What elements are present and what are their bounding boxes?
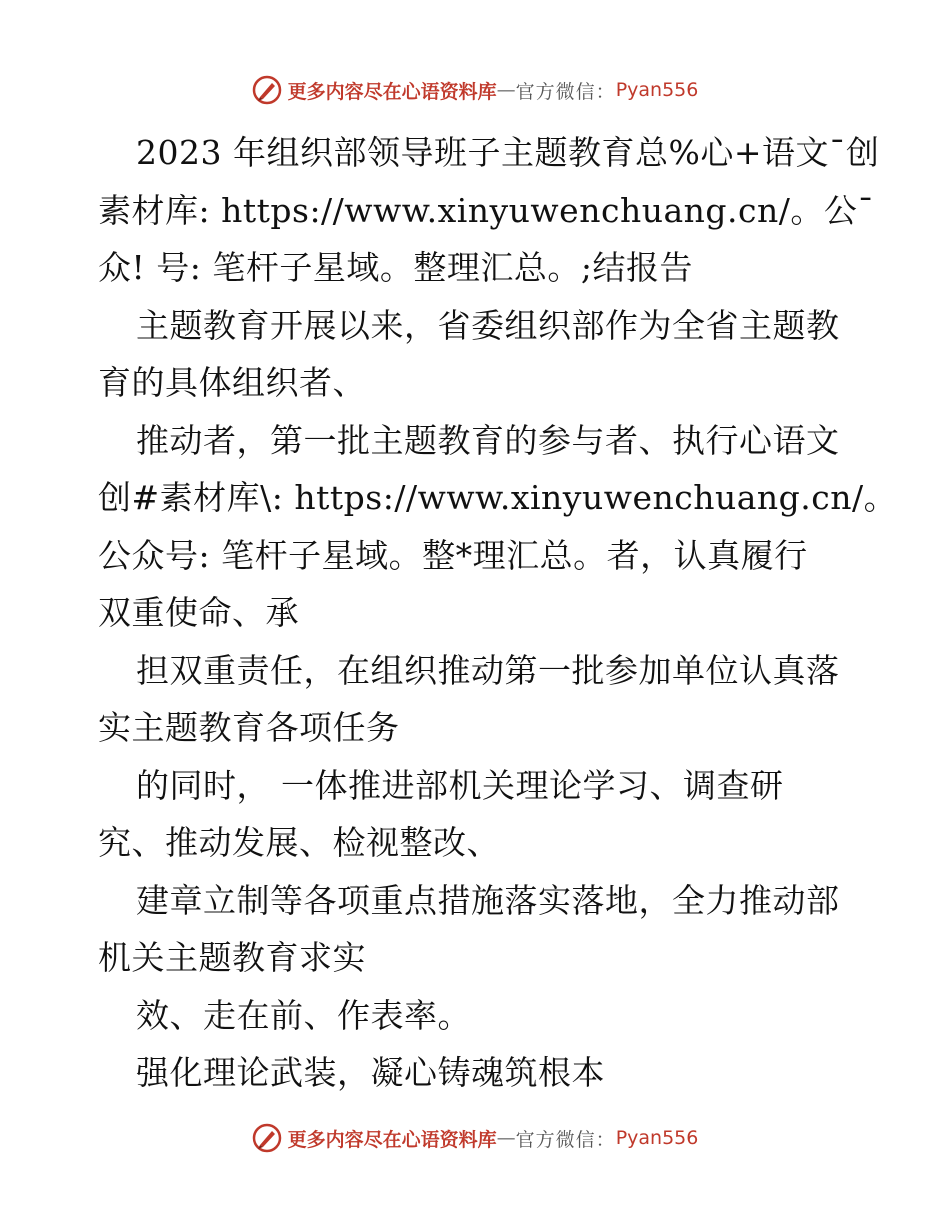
body-line: 育的具体组织者、 [98, 363, 366, 402]
banner-separator: — [496, 1127, 516, 1149]
body-line: 效、走在前、作表率。 [136, 995, 471, 1035]
banner-wechat-id: Pyan556 [615, 79, 699, 101]
banner-separator: — [496, 79, 516, 101]
body-line: 推动者，第一批主题教育的参与者、执行心语文 [136, 420, 840, 460]
body-line: 强化理论武装，凝心铸魂筑根本 [136, 1053, 605, 1092]
header-watermark-banner [0, 70, 950, 110]
body-line: 众! 号: 笔杆子星域。整理汇总。;结报告 [98, 248, 693, 287]
banner-promo-text: 更多内容尽在心语资料库 [287, 1128, 497, 1151]
pen-logo-icon [252, 1123, 282, 1153]
footer-watermark-banner [0, 1118, 950, 1158]
body-line: 的同时， 一体推进部机关理论学习、调查研 [136, 765, 784, 805]
body-line: 主题教育开展以来，省委组织部作为全省主题教 [136, 305, 840, 345]
body-line: 机关主题教育求实 [98, 938, 366, 977]
banner-official-label: 官方微信： [515, 1128, 616, 1151]
body-line: 素材库: https://www.xinyuwenchuang.cn/。公¯ [98, 190, 875, 230]
body-line: 担双重责任，在组织推动第一批参加单位认真落 [136, 650, 840, 690]
body-line: 创#素材库\: https://www.xinyuwenchuang.cn/。 [98, 478, 898, 517]
body-line: 2023 年组织部领导班子主题教育总%心+语文¯创 [136, 133, 880, 172]
banner-promo-text: 更多内容尽在心语资料库 [287, 80, 497, 103]
body-line: 双重使命、承 [98, 593, 299, 632]
body-line: 究、推动发展、检视整改、 [98, 823, 500, 862]
body-line: 公众号: 笔杆子星域。整*理汇总。者，认真履行 [98, 535, 808, 575]
body-line: 实主题教育各项任务 [98, 708, 400, 747]
banner-official-label: 官方微信： [515, 80, 616, 103]
body-line: 建章立制等各项重点措施落实落地，全力推动部 [136, 880, 840, 920]
document-body [98, 124, 898, 1102]
banner-wechat-id: Pyan556 [615, 1127, 699, 1149]
pen-logo-icon [252, 75, 282, 105]
